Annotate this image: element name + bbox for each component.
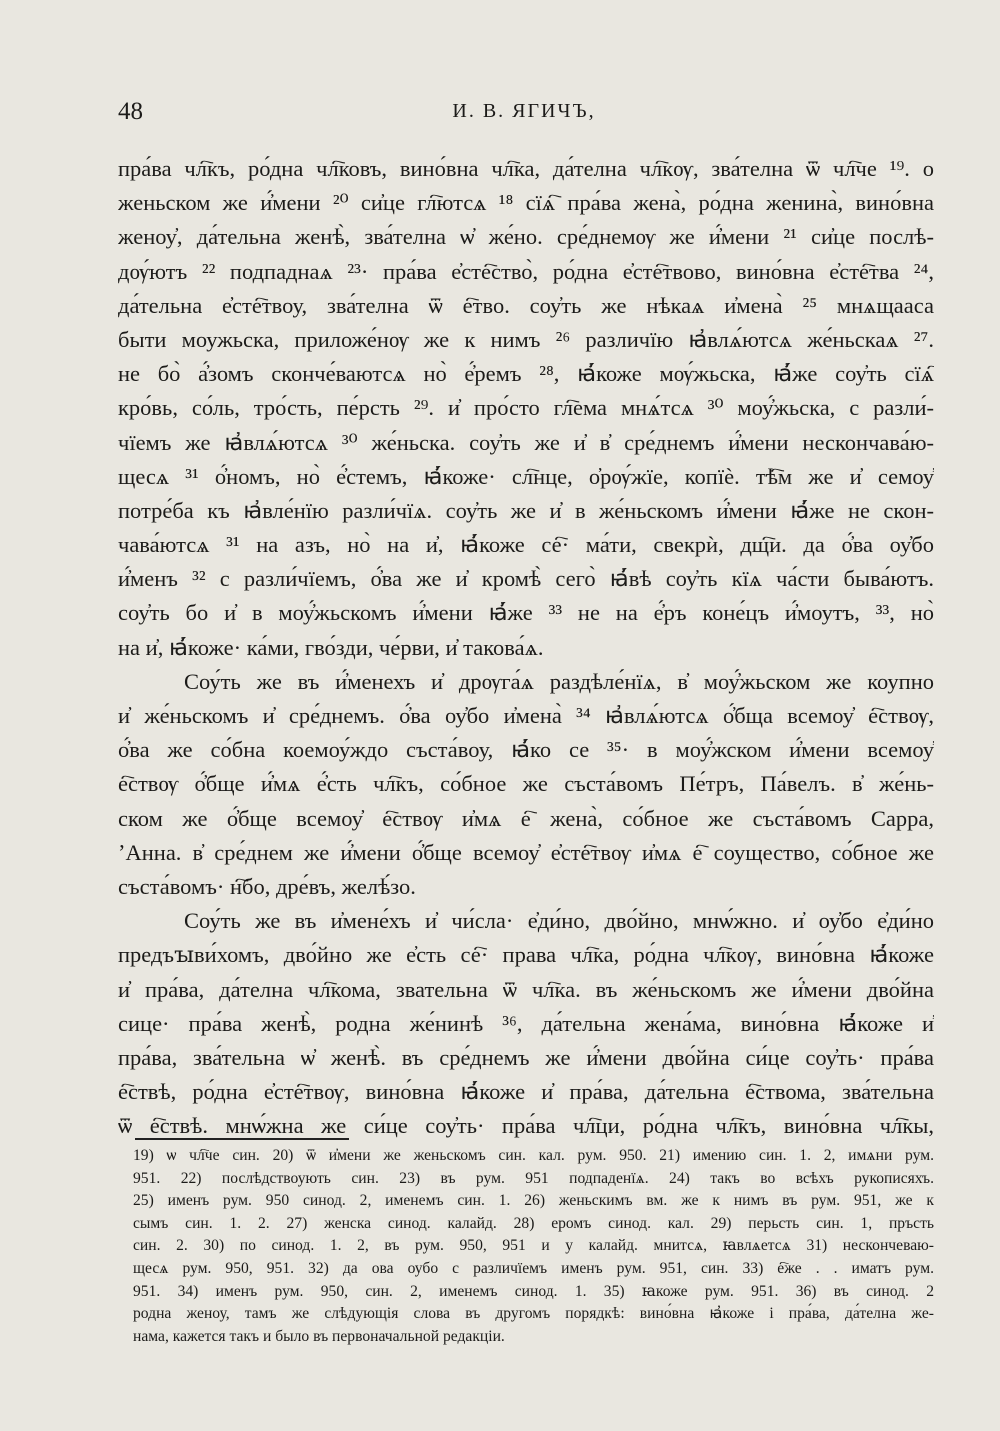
text-line: ʼАнна. в҆ сре́днем же и҆́мени о҆́бще всемоу҆ е҆сте҇твѹ и҆мѧ е҇ соущество, со́бное же bbox=[118, 839, 934, 865]
footnote-line: сымъ син. 1. 2. 27) женска синод. калайд. 28) еромъ синод. кал. 29) перьсть син. 1, пръсть bbox=[133, 1214, 934, 1232]
footnote-line: 19) ѡ чл҇че син. 20) ѿ и҆мени же женьскомъ син. кал. рум. 950. 21) имению син. 1. 2, имѧни рум. bbox=[133, 1147, 934, 1164]
footnote-separator bbox=[135, 1138, 349, 1140]
text-line: чава́ютсѧ ³¹ на азъ, но̀ на и҆, ꙗ҆́коже се҇· ма́ти, свекрѝ, дщ҇и. да о҆́ва оу҆бо bbox=[118, 532, 934, 558]
text-line: щесѧ ³¹ о҆́номъ, но̀ е҆́стемъ, ꙗ҆́коже· сл҇нце, о҆рѹ́жїе, копїѐ. тѣ҇м же и҆ семоу҆ bbox=[118, 463, 934, 489]
text-line: да́тельна е҆сте҇твоу, зва́телна ѿ е҇тво. соу҆ть же нѣкаѧ и҆мена̀ ²⁵ мнѧщааса bbox=[118, 292, 934, 318]
page-number: 48 bbox=[118, 98, 143, 125]
text-line: не бо̀ а҆́зомъ сконче́ваютсѧ но̀ е҆́ремъ ²⁸, ꙗ҆́коже мѹ́жьска, ꙗ҆́же соу҆ть сїѧ҇ bbox=[118, 361, 934, 387]
text-line: предъꙑви́хомъ, дво́йно же е҆сть се҇· права чл҇ка, ро́дна чл҇кѹ, вино́вна ꙗ҆́коже bbox=[118, 942, 934, 968]
page-header bbox=[118, 98, 930, 138]
paragraph-start-line: Соу́ть же въ и҆мене́хъ и҆ чи́сла· е҆ди́но, дво́йно, мнѡ́жно. и҆ оу҆бо е҆ди́но bbox=[184, 908, 934, 934]
main-text bbox=[118, 152, 934, 1143]
text-line: е҇ствѹ о҆́бще и҆́мѧ е҆́сть чл҇къ, со́бное же съста́вомъ Пе́тръ, Па́велъ. в҆ же́нь- bbox=[118, 771, 934, 797]
text-line: женьском же и҆́мени ²⁰ си҆це гл҇ютсѧ ¹⁸ сїѧ҇ пра́ва жена̀, ро́дна женина̀, вино́вна bbox=[118, 190, 934, 216]
text-line: и҆́менъ ³² с разли́чїемъ, о҆́ва же и҆ кромѣ̀ сего̀ ꙗ҆́вѣ соу҆ть кїѧ ча́сти быва́ютъ. bbox=[118, 566, 934, 592]
footnote-line: щесѧ рум. 950, 951. 32) да ова оубо с различїемъ именъ рум. 951, син. 33) е҇же . . иматъ рум. bbox=[133, 1259, 934, 1277]
text-line: ѿ е҇ствѣ. мнѡ́жна же си́це соу҆ть· пра́ва чл҇ци, ро́дна чл҇къ, вино́вна чл҇кы, bbox=[118, 1113, 934, 1139]
text-line: дѹ́ютъ ²² подпаднаѧ ²³· пра́ва е҆сте҇ство̀, ро́дна е҆сте҇твово, вино́вна е҆сте҇тва ²⁴, bbox=[118, 258, 934, 284]
text-line: пра́ва, зва́тельна ѡ҆ женѣ̀. въ сре́днемъ же и҆́мени дво́йна си́це соу҆ть· пра́ва bbox=[118, 1044, 934, 1070]
paragraph-start-line: Соу́ть же въ и҆́менехъ и҆ дрѹга́ѧ раздѣле́нїѧ, в҆ моу҆́жьском же коупно bbox=[184, 668, 934, 694]
text-line: потре́ба къ ꙗ҆вле́нїю разли́чїѧ. соу҆ть же и҆ в же́ньскомъ и҆́мени ꙗ҆́же не скон- bbox=[118, 497, 934, 523]
text-line: чїемъ же ꙗ҆влѧ́ютсѧ ³⁰ же́ньска. соу҆ть же и҆ в҆ сре́днемъ и҆́мени нескончава́ю- bbox=[118, 429, 934, 455]
footnote-line: родна женоу, тамъ же слѣдующія слова въ другомъ порядкѣ: вино́вна ꙗ҆коже і пра́ва, да́телна же- bbox=[133, 1305, 934, 1323]
footnote-line: син. 2. 30) по синод. 1. 2, въ рум. 950, 951 и у калайд. мнитсѧ, ꙗвлѧетсѧ 31) нескончеваю- bbox=[133, 1237, 934, 1255]
text-line: е҇ствѣ, ро́дна е҆сте҇твѹ, вино́вна ꙗ҆́коже и҆ пра́ва, да́тельна е҇ствома, зва́тельна bbox=[118, 1079, 934, 1105]
text-line: кро́вь, со́ль, тро́сть, пе́рсть ²⁹. и҆ про́сто гл҇ема мнѧ́тсѧ ³⁰ моу҆́жьска, с разли́- bbox=[118, 395, 934, 421]
text-line: пра́ва чл҇къ, ро́дна чл҇ковъ, вино́вна чл҇ка, да́телна чл҇кѹ, зва́телна ѿ чл҇че ¹⁹. о bbox=[118, 156, 934, 181]
text-line: о҆́ва же со́бна коемоу́ждо съста́воу, ꙗ҆́ко се ³⁵· в моу҆́жском и҆́мени всемоу҆ bbox=[118, 737, 934, 763]
footnote-line: 951. 34) именъ рум. 950, син. 2, именемъ синод. 1. 35) ꙗкоже рум. 951. 36) въ синод. 2 bbox=[133, 1282, 934, 1300]
text-line: и҆ же́ньскомъ и҆ сре́днемъ. о҆́ва оу҆бо и҆мена̀ ³⁴ ꙗ҆влѧ́ютсѧ о҆́бща всемоу҆ е҇ствѹ, bbox=[118, 703, 934, 728]
footnotes bbox=[133, 1145, 934, 1348]
text-line: соу҆ть бо и҆ в моу҆́жьскомъ и҆́мени ꙗ҆́же ³³ не на е҆́ръ коне́цъ и҆́моутъ, ³³, но̀ bbox=[118, 600, 934, 626]
footnote-line: нама, кажется такъ и было въ первоначальной редакціи. bbox=[133, 1327, 505, 1345]
running-title: И. В. ЯГИЧЪ, bbox=[452, 100, 596, 122]
footnote-line: 951. 22) послѣдствоують син. 23) въ рум. 951 подпаденїѧ. 24) такъ во всѣхъ рукописяхъ. bbox=[133, 1169, 934, 1187]
footnote-line: 25) именъ рум. 950 синод. 2, именемъ син. 1. 26) женьскимъ вм. же к нимъ въ рум. 951, же к bbox=[133, 1192, 934, 1210]
text-line: сице· пра́ва женѣ̀, родна же́нинѣ ³⁶, да́тельна жена́ма, вино́вна ꙗ҆́коже и҆ bbox=[118, 1010, 934, 1036]
text-line: съста́вомъ· н҇бо, дре́въ, желѣ́зо. bbox=[118, 873, 416, 899]
text-line: на и҆, ꙗ҆́коже· ка́ми, гво́зди, че́рви, и҆ такова́ѧ. bbox=[118, 634, 544, 660]
text-line: ском же о҆́бще всемоу҆ е҇ствѹ и҆мѧ е҇ жена̀, со́бное же съста́вомъ Сарра, bbox=[118, 805, 934, 831]
text-line: женоу҆, да́тельна женѣ̀, зва́телна ѡ҆ же́но. сре́днемѹ же и҆́мени ²¹ си҆це послѣ- bbox=[118, 224, 934, 250]
text-line: и҆ пра́ва, да́телна чл҇кома, звательна ѿ чл҇ка. въ же́ньскомъ же и҆́мени дво́йна bbox=[118, 976, 934, 1002]
text-line: быти моужьска, приложе́нѹ же к нимъ ²⁶ различїю ꙗ҆влѧ́ютсѧ же́ньскаѧ ²⁷. bbox=[118, 326, 934, 352]
